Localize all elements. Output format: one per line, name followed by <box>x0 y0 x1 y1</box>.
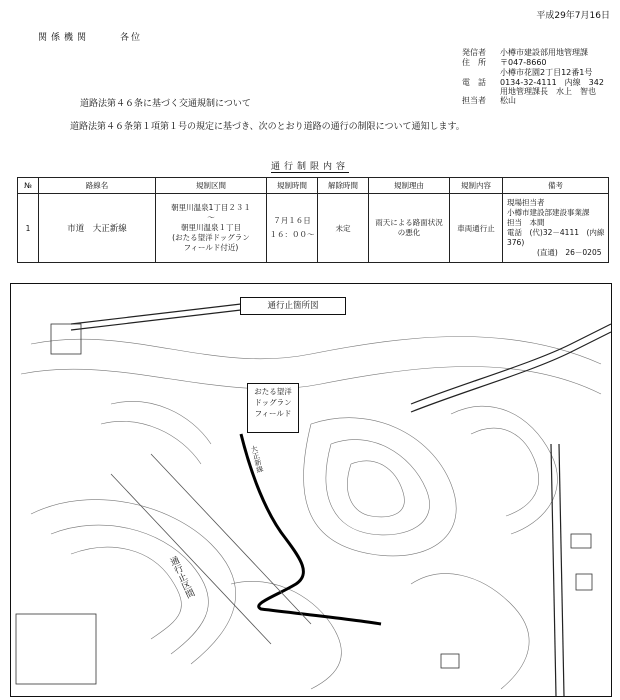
reason-1: 雨天による路面状況 <box>375 218 443 227</box>
header-reason: 規制理由 <box>369 178 450 194</box>
road-name-label: 大正新線 <box>249 444 265 474</box>
header-time: 規制時間 <box>267 178 318 194</box>
reason-2: の悪化 <box>397 228 421 237</box>
sender-from-value: 小樽市建設部用地管理課 <box>500 48 588 57</box>
section-note2: フィールド付近) <box>183 243 239 252</box>
sender-address: 小樽市花園2丁目12番1号 <box>500 68 593 77</box>
sender-zip: 〒047-8660 <box>500 58 547 67</box>
sender-dept: 用地管理課長 水上 智也 <box>500 87 596 96</box>
closure-map <box>10 283 612 697</box>
cell-section <box>156 194 267 263</box>
area-boundary <box>111 454 311 644</box>
cell-no: 1 <box>18 194 39 263</box>
remarks-5: (直通) 26－0205 <box>537 248 602 257</box>
subject-line: 道路法第４６条に基づく交通規制について <box>80 99 251 109</box>
sender-charge-label: 担当者 <box>462 96 486 105</box>
header-no: № <box>18 178 39 194</box>
closure-section-label: 通行止区間 <box>167 555 196 601</box>
cell-reason <box>369 194 450 263</box>
sender-tel-value: 0134-32-4111 内線 342 <box>500 78 604 87</box>
sender-addr-label: 住 所 <box>462 58 486 67</box>
restriction-table <box>17 177 609 263</box>
remarks-2: 小樽市建設部建設事業課 <box>507 208 590 217</box>
header-route: 路線名 <box>39 178 156 194</box>
time-date: ７月１６日 <box>273 216 311 225</box>
honorific: 各位 <box>120 33 143 43</box>
topographic-map <box>11 284 611 696</box>
cell-route: 市道 大正新線 <box>39 194 156 263</box>
section-from: 朝里川温泉1丁目２３１ <box>171 203 251 212</box>
contour-lines <box>21 337 601 690</box>
cell-release: 未定 <box>318 194 369 263</box>
section-note: (おたる望洋ドッグラン <box>172 233 250 242</box>
document-date: 平成29年7月16日 <box>536 11 610 21</box>
table-title <box>0 159 620 172</box>
cell-remarks <box>503 194 609 263</box>
remarks-3: 担当 本間 <box>507 218 545 227</box>
roads <box>71 304 611 696</box>
section-tilde: ～ <box>207 213 215 222</box>
header-content: 規制内容 <box>450 178 503 194</box>
header-release: 解除時間 <box>318 178 369 194</box>
header-section: 規制区間 <box>156 178 267 194</box>
header-remarks: 備考 <box>503 178 609 194</box>
cell-content: 車両通行止 <box>450 194 503 263</box>
table-header-row <box>18 178 609 194</box>
facility-label: おたる望洋 ドッグラン フィールド <box>247 383 299 433</box>
addressee: 関係機関 <box>38 33 91 43</box>
table-row <box>18 194 609 263</box>
table-title-text: 通行制限内容 <box>270 162 349 172</box>
sender-charge-value: 松山 <box>500 96 516 105</box>
section-to: 朝里川温泉１丁目 <box>181 223 241 232</box>
sender-from-label: 発信者 <box>462 48 486 57</box>
remarks-4: 電話 (代)32－4111 (内線376) <box>507 228 605 247</box>
time-hour: １６：００～ <box>269 230 315 239</box>
remarks-1: 現場担当者 <box>507 198 545 207</box>
sender-tel-label: 電 話 <box>462 78 486 87</box>
cell-time <box>267 194 318 263</box>
body-text: 道路法第４６条第１項第１号の規定に基づき、次のとおり道路の通行の制限について通知します。 <box>70 122 465 132</box>
map-title: 通行止箇所図 <box>240 297 346 315</box>
